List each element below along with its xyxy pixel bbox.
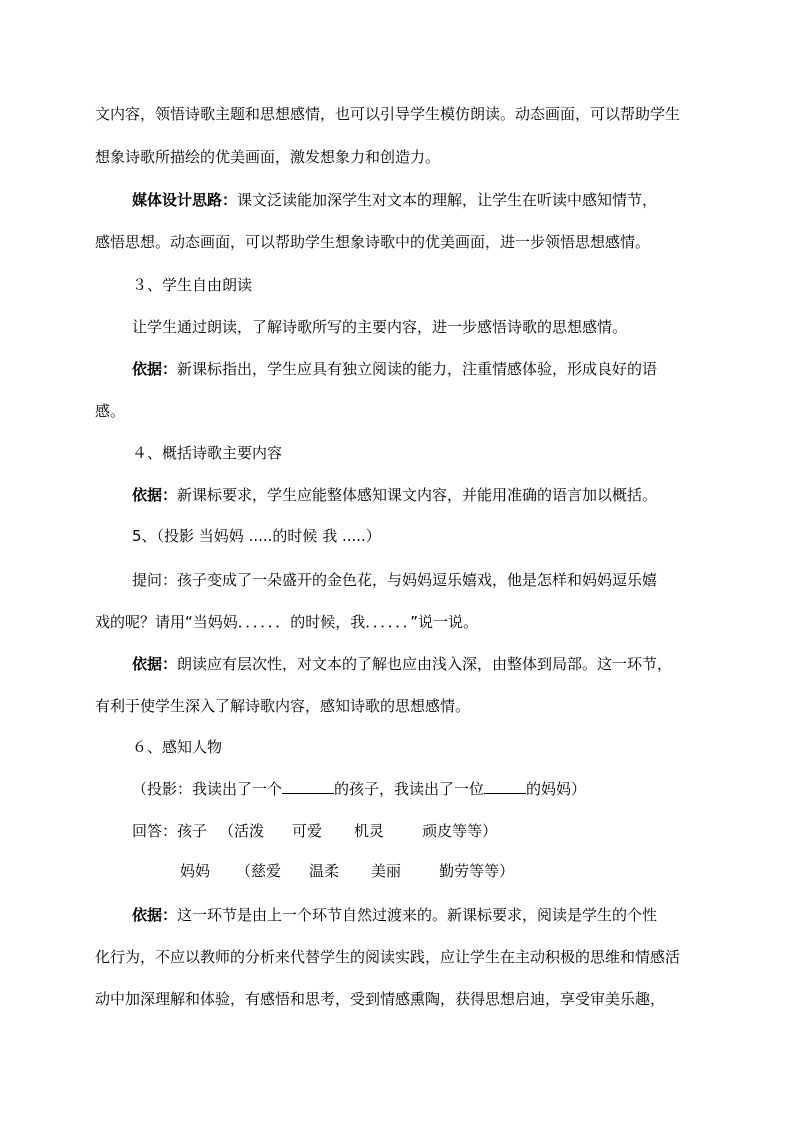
answer-line — [180, 861, 514, 881]
text: 的妈妈） — [526, 780, 587, 798]
paragraph-line: 化行为，不应以教师的分析来代替学生的阅读实践，应让学生在主动积极的思维和情感活 — [95, 948, 681, 966]
paragraph-line — [132, 654, 672, 674]
label-basis: 依据： — [132, 486, 178, 504]
text: （活泼 — [219, 822, 265, 840]
paragraph-line: 提问：孩子变成了一朵盛开的金色花，与妈妈逗乐嬉戏，他是怎样和妈妈逗乐嬉 — [132, 571, 658, 589]
paragraph-line: 让学生通过朗读，了解诗歌所写的主要内容，进一步感悟诗歌的思想感情。 — [132, 318, 628, 336]
label-basis: 依据： — [132, 360, 178, 378]
text: （慈爱 — [236, 862, 282, 880]
section-heading: 5、（投影 当妈妈 .....的时候 我 .....） — [132, 527, 381, 545]
text: 课文泛读能加深学生对文本的理解，让学生在听读中感知情节， — [237, 191, 658, 209]
text: 勤劳等等） — [439, 862, 515, 880]
paragraph-line — [132, 190, 657, 210]
paragraph-line — [132, 905, 657, 925]
paragraph-line — [132, 359, 657, 379]
text: 可爱 — [292, 822, 323, 840]
paragraph-line: 感。 — [95, 402, 126, 420]
text: 美丽 — [371, 862, 402, 880]
paragraph-line: 动中加深理解和体验，有感悟和思考，受到情感熏陶，获得思想启迪，享受审美乐趣， — [95, 990, 666, 1008]
text: 顽皮等等） — [422, 822, 498, 840]
label-media-design: 媒体设计思路： — [132, 191, 238, 209]
paragraph-line — [132, 779, 586, 799]
paragraph-line: 文内容，领悟诗歌主题和思想感情，也可以引导学生模仿朗读。动态画面，可以帮助学生 — [95, 105, 681, 123]
paragraph-line: 感悟思想。动态画面，可以帮助学生想象诗歌中的优美画面，进一步领悟思想感情。 — [95, 233, 651, 251]
text: 妈妈 — [180, 862, 211, 880]
section-heading: ４、概括诗歌主要内容 — [132, 444, 283, 462]
section-heading: ６、感知人物 — [132, 738, 223, 756]
text: 回答：孩子 — [132, 822, 208, 840]
text: 机灵 — [354, 822, 385, 840]
section-heading: ３、学生自由朗读 — [132, 276, 253, 294]
paragraph-line — [132, 485, 657, 505]
paragraph-line: 戏的呢？请用“当妈妈．．．．．．的时候，我．．．．．．”说一说。 — [95, 613, 479, 631]
text: 温柔 — [309, 862, 340, 880]
answer-line — [132, 821, 497, 841]
text: 朗读应有层次性，对文本的了解也应由浅入深，由整体到局部。这一环节， — [177, 655, 673, 673]
paragraph-line: 想象诗歌所描绘的优美画面，激发想象力和创造力。 — [95, 148, 441, 166]
text: 的孩子，我读出了一位 — [334, 780, 485, 798]
paragraph-line: 有利于使学生深入了解诗歌内容，感知诗歌的思想感情。 — [95, 697, 471, 715]
label-basis: 依据： — [132, 906, 178, 924]
text: 这一环节是由上一个环节自然过渡来的。新课标要求，阅读是学生的个性 — [177, 906, 658, 924]
label-basis: 依据： — [132, 655, 178, 673]
fill-blank — [282, 779, 334, 794]
text: 新课标指出，学生应具有独立阅读的能力，注重情感体验，形成良好的语 — [177, 360, 658, 378]
text: （投影：我读出了一个 — [132, 780, 283, 798]
text: 新课标要求，学生应能整体感知课文内容，并能用准确的语言加以概括。 — [177, 486, 658, 504]
fill-blank — [484, 779, 526, 794]
